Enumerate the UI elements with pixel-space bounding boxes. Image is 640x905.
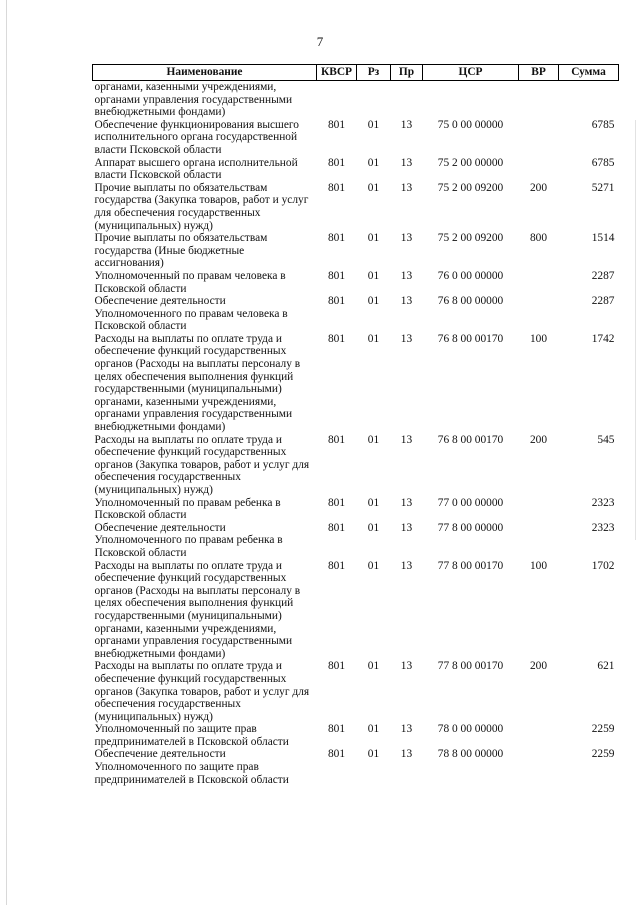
table-row xyxy=(93,497,619,522)
row-sum: 1702 xyxy=(591,559,615,572)
row-rz: 01 xyxy=(367,118,380,131)
row-pr: 13 xyxy=(400,496,413,509)
row-sum: 545 xyxy=(597,433,615,446)
row-sum xyxy=(559,81,619,119)
row-pr: 13 xyxy=(400,521,413,534)
row-name: Обеспечение функционирования высшего исполнительного органа государственной власти Псковской области xyxy=(94,118,299,156)
row-rz: 01 xyxy=(367,748,380,761)
row-rz xyxy=(357,81,391,119)
table-row xyxy=(93,232,619,270)
header-rz: Рз xyxy=(357,65,391,81)
table-row xyxy=(93,723,619,748)
row-kvsr: 801 xyxy=(327,156,346,169)
row-csr: 75 2 00 09200 xyxy=(437,181,504,194)
row-vr xyxy=(519,157,559,182)
row-vr xyxy=(519,723,559,748)
row-name: Уполномоченный по правам человека в Псковской области xyxy=(94,269,286,295)
row-name: Обеспечение деятельности Уполномоченного по защите прав предпринимателей в Псковской области xyxy=(94,748,289,786)
row-name: Расходы на выплаты по оплате труда и обеспечение функций государственных органов (Расходы на выплаты персоналу в целях обеспечения выполнения функций государственными (муниципальными) органами, казенными учреждениями, органами управления государственными внебюджетными фондами) xyxy=(94,559,301,660)
row-rz: 01 xyxy=(367,723,380,736)
row-vr xyxy=(519,522,559,560)
table-row xyxy=(93,119,619,157)
row-vr xyxy=(519,497,559,522)
row-kvsr: 801 xyxy=(327,181,346,194)
row-csr: 76 0 00 00000 xyxy=(437,269,504,282)
row-kvsr: 801 xyxy=(327,521,346,534)
row-vr: 200 xyxy=(529,433,548,446)
row-name: Аппарат высшего органа исполнительной власти Псковской области xyxy=(94,156,298,182)
header-vr: ВР xyxy=(519,65,559,81)
row-vr: 200 xyxy=(529,181,548,194)
row-vr xyxy=(519,748,559,786)
row-rz: 01 xyxy=(367,559,380,572)
row-csr: 76 8 00 00170 xyxy=(437,332,504,345)
row-rz: 01 xyxy=(367,332,380,345)
row-rz: 01 xyxy=(367,496,380,509)
row-name: Расходы на выплаты по оплате труда и обеспечение функций государственных органов (Расходы на выплаты персоналу в целях обеспечения выполнения функций государственными (муниципальными) органами, казенными учреждениями, органами управления государственными внебюджетными фондами) xyxy=(94,332,301,434)
table-row xyxy=(93,748,619,786)
table-row xyxy=(93,333,619,434)
row-pr: 13 xyxy=(400,748,413,761)
table-row xyxy=(93,560,619,661)
row-pr: 13 xyxy=(400,156,413,169)
row-pr: 13 xyxy=(400,269,413,282)
row-vr xyxy=(519,270,559,295)
row-pr: 13 xyxy=(400,433,413,446)
table-row xyxy=(93,522,619,560)
row-kvsr: 801 xyxy=(327,269,346,282)
table-row xyxy=(93,157,619,182)
table-row xyxy=(93,660,619,723)
table-row xyxy=(93,81,619,119)
row-rz: 01 xyxy=(367,232,380,245)
row-vr: 800 xyxy=(529,232,548,245)
row-pr: 13 xyxy=(400,295,413,308)
row-kvsr: 801 xyxy=(327,295,346,308)
row-csr xyxy=(423,81,519,119)
row-sum: 2259 xyxy=(591,748,615,761)
row-sum: 6785 xyxy=(591,156,615,169)
row-csr: 75 2 00 00000 xyxy=(437,156,504,169)
row-csr: 76 8 00 00170 xyxy=(437,433,504,446)
row-name: Расходы на выплаты по оплате труда и обеспечение функций государственных органов (Закупка товаров, работ и услуг для обеспечения государственных (муниципальных) нужд) xyxy=(94,660,310,723)
row-kvsr: 801 xyxy=(327,496,346,509)
row-vr: 200 xyxy=(529,660,548,673)
row-sum: 2323 xyxy=(591,496,615,509)
table-row xyxy=(93,434,619,497)
row-csr: 78 0 00 00000 xyxy=(437,723,504,736)
row-sum: 1514 xyxy=(591,232,615,245)
row-name: органами, казенными учреждениями, органами управления государственными внебюджетными фондами) xyxy=(94,81,293,119)
row-sum: 2259 xyxy=(591,723,615,736)
row-vr: 100 xyxy=(529,559,548,572)
row-pr: 13 xyxy=(400,118,413,131)
header-sum: Сумма xyxy=(559,65,619,81)
row-rz: 01 xyxy=(367,181,380,194)
row-name: Прочие выплаты по обязательствам государства (Закупка товаров, работ и услуг для обеспечения государственных (муниципальных) нужд) xyxy=(94,181,309,232)
scan-right-edge xyxy=(635,120,636,540)
row-sum: 2287 xyxy=(591,295,615,308)
row-rz: 01 xyxy=(367,269,380,282)
header-kvsr: КВСР xyxy=(317,65,357,81)
page-number: 7 xyxy=(316,34,324,49)
row-rz: 01 xyxy=(367,295,380,308)
row-csr: 78 8 00 00000 xyxy=(437,748,504,761)
row-sum: 2287 xyxy=(591,269,615,282)
row-sum: 2323 xyxy=(591,521,615,534)
table-row xyxy=(93,295,619,333)
row-name: Прочие выплаты по обязательствам государства (Иные бюджетные ассигнования) xyxy=(94,232,268,270)
header-pr: Пр xyxy=(391,65,423,81)
row-rz: 01 xyxy=(367,433,380,446)
row-name: Обеспечение деятельности Уполномоченного по правам человека в Псковской области xyxy=(94,295,288,333)
row-kvsr: 801 xyxy=(327,332,346,345)
row-name: Уполномоченный по защите прав предпринимателей в Псковской области xyxy=(94,723,289,748)
row-sum: 621 xyxy=(597,660,615,673)
row-csr: 77 8 00 00170 xyxy=(437,660,504,673)
row-sum: 1742 xyxy=(591,332,615,345)
row-csr: 77 0 00 00000 xyxy=(437,496,504,509)
scan-left-edge xyxy=(6,0,7,905)
row-csr: 75 0 00 00000 xyxy=(437,118,504,131)
budget-table-container xyxy=(92,64,618,786)
table-header-row xyxy=(93,65,619,81)
row-sum: 6785 xyxy=(591,118,615,131)
row-vr xyxy=(519,119,559,157)
row-pr: 13 xyxy=(400,660,413,673)
row-rz: 01 xyxy=(367,156,380,169)
table-row xyxy=(93,182,619,232)
row-kvsr: 801 xyxy=(327,748,346,761)
row-kvsr: 801 xyxy=(327,232,346,245)
row-kvsr xyxy=(317,81,357,119)
header-csr: ЦСР xyxy=(423,65,519,81)
row-csr: 77 8 00 00000 xyxy=(437,521,504,534)
row-kvsr: 801 xyxy=(327,559,346,572)
table-row xyxy=(93,270,619,295)
row-kvsr: 801 xyxy=(327,118,346,131)
row-pr: 13 xyxy=(400,723,413,736)
row-pr: 13 xyxy=(400,332,413,345)
row-pr xyxy=(391,81,423,119)
row-kvsr: 801 xyxy=(327,723,346,736)
row-sum: 5271 xyxy=(591,181,615,194)
row-csr: 75 2 00 09200 xyxy=(437,232,504,245)
row-vr xyxy=(519,295,559,333)
header-name: Наименование xyxy=(93,65,317,81)
row-pr: 13 xyxy=(400,181,413,194)
row-csr: 77 8 00 00170 xyxy=(437,559,504,572)
row-name: Обеспечение деятельности Уполномоченного по правам ребенка в Псковской области xyxy=(94,521,283,559)
row-rz: 01 xyxy=(367,521,380,534)
row-name: Расходы на выплаты по оплате труда и обеспечение функций государственных органов (Закупка товаров, работ и услуг для обеспечения государственных (муниципальных) нужд) xyxy=(94,433,310,496)
row-kvsr: 801 xyxy=(327,660,346,673)
row-pr: 13 xyxy=(400,232,413,245)
row-rz: 01 xyxy=(367,660,380,673)
table-body xyxy=(93,81,619,787)
row-name: Уполномоченный по правам ребенка в Псковской области xyxy=(94,496,281,522)
budget-table xyxy=(92,64,619,786)
row-vr: 100 xyxy=(529,332,548,345)
row-pr: 13 xyxy=(400,559,413,572)
row-kvsr: 801 xyxy=(327,433,346,446)
row-csr: 76 8 00 00000 xyxy=(437,295,504,308)
row-vr xyxy=(519,81,559,119)
